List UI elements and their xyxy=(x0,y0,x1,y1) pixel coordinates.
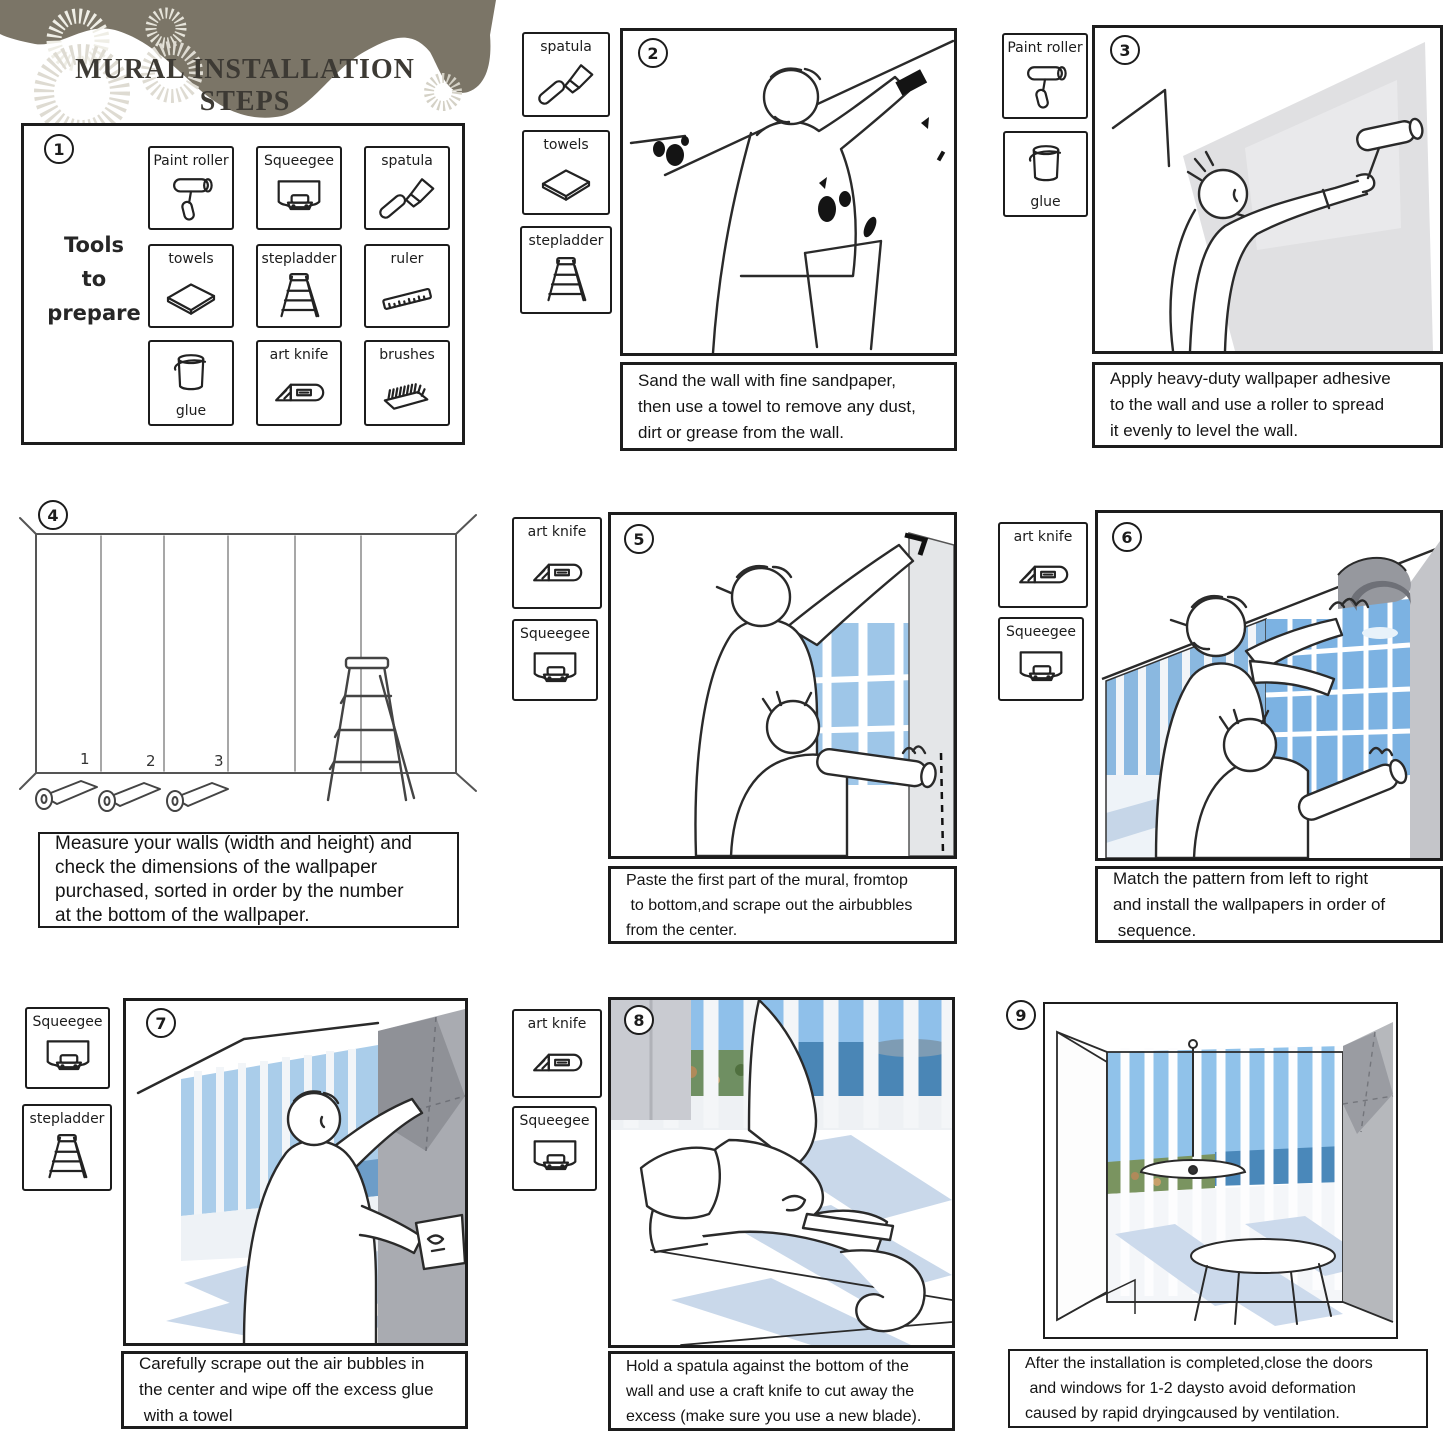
toolbox-squeegee xyxy=(256,146,342,230)
toolbox-label: art knife xyxy=(1013,529,1073,545)
toolbox-brushes xyxy=(364,340,450,426)
squeegee-icon xyxy=(516,1129,593,1187)
paint-roller-icon xyxy=(152,169,230,226)
art-knife-icon xyxy=(516,1032,598,1094)
step-7-illustration xyxy=(123,998,468,1346)
brushes-icon xyxy=(368,363,446,422)
step-1-number: 1 xyxy=(44,134,74,164)
step-8-illustration xyxy=(608,997,955,1348)
squeegee-icon xyxy=(516,642,594,697)
step-2-illustration xyxy=(620,28,957,356)
wallpaper-rolls xyxy=(36,781,228,811)
step-6-illustration xyxy=(1095,510,1443,861)
spatula-icon xyxy=(368,169,446,226)
toolbox-label: towels xyxy=(168,251,214,267)
toolbox-squeegee xyxy=(25,1007,110,1089)
toolbox-ruler xyxy=(364,244,450,328)
panel-number-3: 3 xyxy=(214,752,224,770)
toolbox-label: art knife xyxy=(527,1016,587,1032)
toolbox-label: Squeegee xyxy=(520,626,590,642)
toolbox-squeegee xyxy=(512,619,598,701)
toolbox-label: Paint roller xyxy=(153,153,229,169)
sanding-wall-drawing xyxy=(623,31,954,353)
step-9-caption: After the installation is completed,close the doors and windows for 1-2 daysto avoid deformation caused by rapid dryingcaused by ventilation. xyxy=(1008,1349,1428,1428)
toolbox-label: glue xyxy=(1030,194,1061,210)
finished-room-drawing xyxy=(1045,1004,1396,1337)
toolbox-label: glue xyxy=(175,403,207,419)
step-2-number: 2 xyxy=(638,38,668,68)
toolbox-label: spatula xyxy=(381,153,433,169)
toolbox-label: Squeegee xyxy=(519,1113,590,1129)
step-1-panel xyxy=(21,123,465,445)
step-8-number: 8 xyxy=(624,1005,654,1035)
toolbox-art-knife xyxy=(256,340,342,426)
step-5-illustration xyxy=(608,512,957,859)
squeegee-icon xyxy=(29,1030,106,1085)
toolbox-label: Squeegee xyxy=(264,153,334,169)
pasting-first-panel-drawing xyxy=(611,515,954,856)
toolbox-squeegee xyxy=(998,617,1084,701)
step-3-number: 3 xyxy=(1110,35,1140,65)
spatula-icon xyxy=(526,55,606,113)
towels-icon xyxy=(526,153,606,211)
toolbox-label: stepladder xyxy=(261,251,337,267)
rolling-adhesive-drawing xyxy=(1095,28,1440,351)
stepladder-icon xyxy=(524,249,608,310)
step-4-illustration xyxy=(18,498,480,828)
toolbox-stepladder xyxy=(256,244,342,328)
art-knife-icon xyxy=(260,363,338,422)
toolbox-label: stepladder xyxy=(29,1111,105,1127)
art-knife-icon xyxy=(1002,545,1084,604)
toolbox-label: stepladder xyxy=(528,233,604,249)
toolbox-paint-roller xyxy=(1002,33,1088,119)
glue-icon xyxy=(1007,135,1084,194)
squeegee-icon xyxy=(260,169,338,226)
step-6-caption: Match the pattern from left to right and install the wallpapers in order of sequence. xyxy=(1095,866,1443,943)
art-knife-icon xyxy=(516,540,598,605)
panel-number-1: 1 xyxy=(80,750,90,768)
glue-icon xyxy=(152,344,230,403)
toolbox-label: spatula xyxy=(540,39,592,55)
stepladder-icon xyxy=(26,1127,108,1187)
step-9-number: 9 xyxy=(1006,1000,1036,1030)
toolbox-spatula xyxy=(522,32,610,117)
matching-pattern-drawing xyxy=(1098,513,1440,858)
step-5-number: 5 xyxy=(624,524,654,554)
trimming-excess-drawing xyxy=(611,1000,952,1345)
toolbox-label: Squeegee xyxy=(32,1014,103,1030)
toolbox-art-knife xyxy=(998,522,1088,608)
toolbox-glue xyxy=(1003,131,1088,217)
toolbox-stepladder xyxy=(22,1104,112,1191)
toolbox-spatula xyxy=(364,146,450,230)
step-3-caption: Apply heavy-duty wallpaper adhesive to the wall and use a roller to spread it evenly to level the wall. xyxy=(1092,362,1443,448)
step-7-caption: Carefully scrape out the air bubbles in the center and wipe off the excess glue with a towel xyxy=(121,1351,468,1429)
toolbox-label: Squeegee xyxy=(1006,624,1076,640)
toolbox-art-knife xyxy=(512,1009,602,1098)
toolbox-label: ruler xyxy=(390,251,424,267)
step-4-caption: Measure your walls (width and height) and check the dimensions of the wallpaper purchased, sorted in order by the number at the bottom of the wallpaper. xyxy=(38,832,459,928)
towels-icon xyxy=(152,267,230,324)
step-9-illustration xyxy=(1043,1002,1398,1339)
stepladder-icon xyxy=(260,267,338,324)
ruler-icon xyxy=(368,267,446,324)
toolbox-stepladder xyxy=(520,226,612,314)
squeegee-icon xyxy=(1002,640,1080,697)
toolbox-label: art knife xyxy=(269,347,329,363)
toolbox-label: brushes xyxy=(379,347,435,363)
toolbox-squeegee xyxy=(512,1106,597,1191)
step-5-caption: Paste the first part of the mural, fromtop to bottom,and scrape out the airbubbles from the center. xyxy=(608,866,957,944)
step-8-caption: Hold a spatula against the bottom of the wall and use a craft knife to cut away the excess (make sure you use a new blade). xyxy=(608,1351,955,1431)
toolbox-towels xyxy=(148,244,234,328)
toolbox-label: towels xyxy=(543,137,589,153)
toolbox-glue xyxy=(148,340,234,426)
paint-roller-icon xyxy=(1006,56,1084,115)
tools-to-prepare-label: Tools to prepare xyxy=(47,233,141,325)
toolbox-towels xyxy=(522,130,610,215)
toolbox-art-knife xyxy=(512,517,602,609)
page-title: MURAL INSTALLATION STEPS xyxy=(75,54,415,117)
step-6-number: 6 xyxy=(1112,522,1142,552)
step-3-illustration xyxy=(1092,25,1443,354)
step-4-number: 4 xyxy=(38,500,68,530)
toolbox-label: art knife xyxy=(527,524,587,540)
step-7-number: 7 xyxy=(146,1008,176,1038)
toolbox-paint-roller xyxy=(148,146,234,230)
step-2-caption: Sand the wall with fine sandpaper, then use a towel to remove any dust, dirt or grease from the wall. xyxy=(620,362,957,451)
toolbox-label: Paint roller xyxy=(1007,40,1083,56)
smoothing-bubbles-drawing xyxy=(126,1001,465,1343)
panel-number-2: 2 xyxy=(146,752,156,770)
